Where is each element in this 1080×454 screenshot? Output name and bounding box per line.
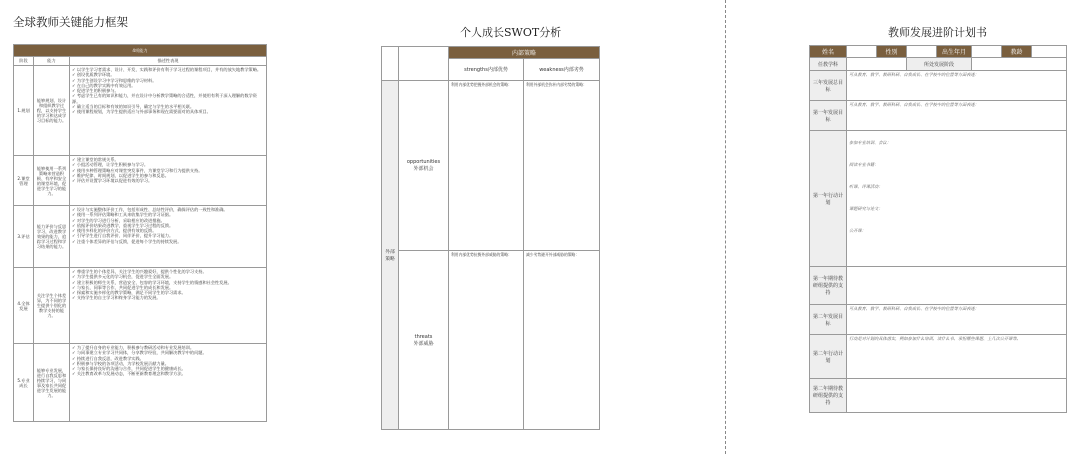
column-header-description: 描述性表现 [70, 57, 267, 66]
row-content: 可从教育、教学、教研科研、自我成长、在学校中的位置等方面表述： [847, 101, 1067, 131]
so-strategy-cell: 利用内部优势把握外部机会的策略： [449, 81, 524, 251]
page-divider [725, 0, 726, 454]
teach-age-value [1032, 46, 1067, 58]
row-label: 第二年发展目标 [810, 305, 847, 335]
row-label: 第一年行动计划 [810, 131, 847, 267]
weakness-header: weakness内部劣势 [524, 59, 600, 81]
gender-label: 性别 [877, 46, 907, 58]
stage-label: 所处发展阶段 [907, 58, 972, 71]
table-row [14, 344, 267, 422]
stage-cell: 5.专业成长 [14, 344, 34, 422]
action-item: 阅读专业书籍： [849, 162, 879, 167]
column-header-ability: 能力 [34, 57, 70, 66]
table-header: 4项能力 [14, 45, 267, 57]
column-header-stage: 阶段 [14, 57, 34, 66]
wt-strategy-cell: 减少劣势避开外部威胁的策略： [524, 251, 600, 430]
action-item: 参加专业培训、会议： [849, 140, 891, 145]
ability-cell: 能够规划、设计和组织教学过程，以支持学生的学习和达成学习目标的能力。 [34, 66, 70, 156]
description-cell: ✓ 尊重学生的个体差异，关注学生的兴趣爱好，提供个性化的学习支持。 ✓ 为学生提供多元化的学习机会，促进学生全面发展。 ✓ 建立积极的师生关系，营造安全、包容的学习环境，支持学生的情感和社会性发展。 ✓ 与家长、同事等合作，共同促进学生的成长和发展。 ✓ 探索和实施多样化的教学策略，满足不同学生的学习需求。 ✓ 支持学生的自主学习和终身学习能力的发展。 [70, 268, 267, 344]
subject-label: 任教学科 [810, 58, 847, 71]
st-strategy-cell: 利用内部优势抗衡外部威胁的策略： [449, 251, 524, 430]
action-item: 听课、评课活动： [849, 184, 883, 189]
internal-strategy-header: 内部策略 [449, 47, 600, 59]
description-cell: ✓ 设计与实施整体评价工作，包括形成性、总结性评价，确保评估的一致性和准确。 ✓ 使用一系列评估策略和工具来收集学生的学习证据。 ✓ 对学生的学习进行分析，采取相应的改进措施。 ✓ 依据评价结果改进教学，重视学生学习过程的反馈。 ✓ 使用多样化的评价方式，提供有效的反馈。 ✓ 引导学生进行自我评价、同伴评价，提升学习能力。 ✓ 注重个体差异的评估与反馈，促进每个学生的持续发展。 [70, 206, 267, 268]
subject-value [847, 58, 907, 71]
row-content [847, 267, 1067, 305]
action-item: 公开课： [849, 228, 866, 233]
gender-value [907, 46, 937, 58]
stage-cell: 4.全体发展 [14, 268, 34, 344]
wo-strategy-cell: 利用外部机会弥补内部劣势的策略： [524, 81, 600, 251]
swot-table [381, 46, 600, 430]
stage-value [972, 58, 1067, 71]
plan-row [810, 101, 1067, 131]
row-label: 第二年期待教研组提供的支持 [810, 379, 847, 413]
description-cell: ✓ 为了提升自身的专业能力，积极参与教研活动和专业发展培训。 ✓ 与同事建立专业学习共同体，分享教学经验，共同解决教学中的问题。 ✓ 持续进行自我反思，改进教学实践。 ✓ 积极参与学校的各项活动，为学校发展贡献力量。 ✓ 与家长保持良好的沟通与合作，共同促进学生的健康成长。 ✓ 关注教育改革与发展动态，不断更新教育理念和教学方法。 [70, 344, 267, 422]
teach-age-label: 教龄 [1002, 46, 1032, 58]
row-label: 第二年行动计划 [810, 335, 847, 379]
plan-row [810, 131, 1067, 267]
row-content: 可从教育、教学、教研科研、自我成长、在学校中的位置等方面表述： [847, 305, 1067, 335]
birth-label: 出生年月 [937, 46, 972, 58]
ability-cell: 能力评价与反思学习，改进教学效果的能力，追踪学习过程和学习结果的能力。 [34, 206, 70, 268]
swot-corner [382, 47, 399, 81]
stage-cell: 2.课堂管理 [14, 156, 34, 206]
plan-row [810, 71, 1067, 101]
row-content: 行动是对计划的具体落实，例如参加什么培训、读什么书、承担哪些课题、上几次公开课等。 [847, 335, 1067, 379]
name-value [847, 46, 877, 58]
table-row [14, 268, 267, 344]
table-row [14, 206, 267, 268]
doc1-title: 全球教师关键能力框架 [13, 15, 128, 29]
external-strategy-label: 外部策略 [382, 81, 399, 430]
description-cell: ✓ 以学生学习者需求、设计、开发、实践和评价有利于学习过程的课程项目，并有的放矢地教学策略。 ✓ 创设优质教学环境。 ✓ 为学生创设学习中学习和思维的学习材料。 ✓ 在自己的教学实践中有效运用。 ✓ 促进学生的积极参与。 ✓ 考虑学生已有的知识和能力，并在设计中分析教学策略的合适性，并使用有利于深入理解的数学资源。 ✓ 确立适当的目标和有效的知识引导，确定与学生的水平相关联。 ✓ 使用课程规划，为学生提供适应与外部事务和现在需要面对的具体项目。 [70, 66, 267, 156]
opportunities-label: opportunities 外部机会 [399, 81, 449, 251]
plan-row [810, 267, 1067, 305]
table-row [14, 66, 267, 156]
stage-cell: 1.规划 [14, 66, 34, 156]
competency-framework-table [13, 44, 267, 422]
threats-label: threats 外部威胁 [399, 251, 449, 430]
swot-corner-2 [399, 47, 449, 81]
stage-cell: 3.评估 [14, 206, 34, 268]
row-content: 可从教育、教学、教研科研、自我成长、在学校中的位置等方面表述： [847, 71, 1067, 101]
plan-row [810, 379, 1067, 413]
birth-value [972, 46, 1002, 58]
action-plan-list [847, 131, 1067, 267]
ability-cell: 能够专业发展，进行自我反思和持续学习，与同事及家长共同促进学生发展的能力。 [34, 344, 70, 422]
row-label: 第一年期待教研组提供的支持 [810, 267, 847, 305]
strengths-header: strengths内部优势 [449, 59, 524, 81]
row-label: 第一年发展目标 [810, 101, 847, 131]
name-label: 姓名 [810, 46, 847, 58]
plan-row [810, 335, 1067, 379]
ability-cell: 能够使用一系列策略来营造积极、有序和安全的课堂环境，促进学生学习的能力。 [34, 156, 70, 206]
ability-cell: 关注学生个体差异，为不同的学生提供个别化的教学支持的能力。 [34, 268, 70, 344]
row-label: 三年发展总目标 [810, 71, 847, 101]
action-item: 课题研究与论文： [849, 206, 883, 211]
plan-row [810, 305, 1067, 335]
row-content [847, 379, 1067, 413]
doc3-title: 教师发展进阶计划书 [888, 26, 987, 39]
table-row [14, 156, 267, 206]
development-plan-table [809, 45, 1067, 413]
doc2-title: 个人成长SWOT分析 [460, 26, 562, 39]
description-cell: ✓ 建立课堂的常规关系。 ✓ 小组活动管理，让学生积极参与学习。 ✓ 使用多种管理策略应对课堂突发事件，为课堂学习和行为提供支持。 ✓ 维护纪律、时间规划，以促进学生的参与和反思。 ✓ 评估并设置学习环境以促进有效的学习。 [70, 156, 267, 206]
